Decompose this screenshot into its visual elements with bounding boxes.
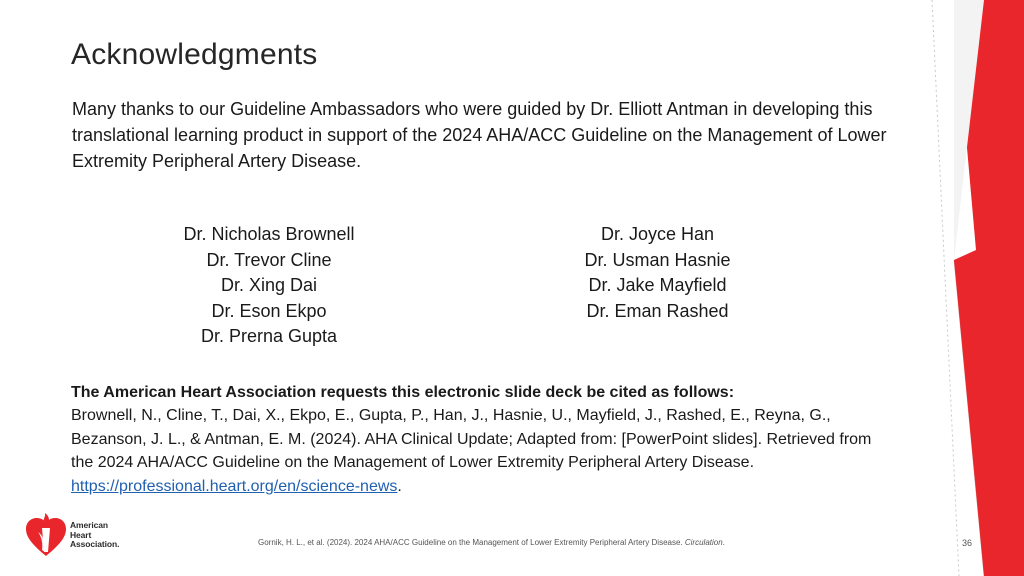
ambassador-name: Dr. Joyce Han bbox=[600, 224, 715, 244]
citation-block bbox=[71, 381, 891, 498]
footer-reference bbox=[258, 538, 725, 547]
ambassador-name: Dr. Jake Mayfield bbox=[588, 275, 727, 296]
footer-reference-end: . bbox=[722, 538, 725, 547]
citation-body: Brownell, N., Cline, T., Dai, X., Ekpo, E., Gupta, P., Han, J., Hasnie, U., Mayfield, J., Rashed, E., Reyna, G., Bezanson, J. L., & Antman, E. M. (2024). AHA Clinical Update; Adapted from: [PowerPoint slides]. Retrieved from the 2024 AHA/ACC Guideline on the Management of Lower Extremity Peripheral Artery Disease. bbox=[71, 407, 872, 472]
page-number: 36 bbox=[962, 538, 973, 548]
citation-heading: The American Heart Association requests this electronic slide deck be cited as follows: bbox=[71, 384, 735, 401]
ambassador-name: Dr. Prerna Gupta bbox=[200, 326, 338, 347]
footer-reference-text: Gornik, H. L., et al. (2024). 2024 AHA/ACC Guideline on the Management of Lower Extremity Peripheral Artery Disease. bbox=[258, 538, 685, 547]
decorative-red-banner bbox=[914, 0, 1024, 576]
footer-journal: Circulation bbox=[684, 538, 723, 547]
ambassadors-right-column bbox=[555, 222, 760, 324]
logo-line: American bbox=[70, 520, 108, 530]
ambassador-name: Dr. Usman Hasnie bbox=[584, 249, 731, 270]
logo-line: Association. bbox=[70, 539, 120, 549]
intro-paragraph: Many thanks to our Guideline Ambassadors who were guided by Dr. Elliott Antman in developing this translational learning product in support of the 2024 AHA/ACC Guideline on the Management of Lower Extremity Peripheral Artery Disease. bbox=[72, 99, 887, 171]
ambassador-name: Dr. Trevor Cline bbox=[206, 249, 332, 270]
citation-trailing: . bbox=[397, 477, 402, 495]
logo-line: Heart bbox=[70, 529, 92, 540]
ambassador-name: Dr. Xing Dai bbox=[220, 275, 318, 296]
page-title: Acknowledgments bbox=[71, 38, 318, 71]
ambassador-name: Dr. Eson Ekpo bbox=[211, 300, 327, 321]
ambassador-name: Dr. Nicholas Brownell bbox=[183, 224, 355, 244]
ambassadors-left-column bbox=[160, 222, 378, 350]
ambassador-name: Dr. Eman Rashed bbox=[586, 300, 729, 321]
science-news-link[interactable]: https://professional.heart.org/en/science-news bbox=[71, 477, 398, 495]
aha-logo-wordmark bbox=[70, 521, 119, 550]
